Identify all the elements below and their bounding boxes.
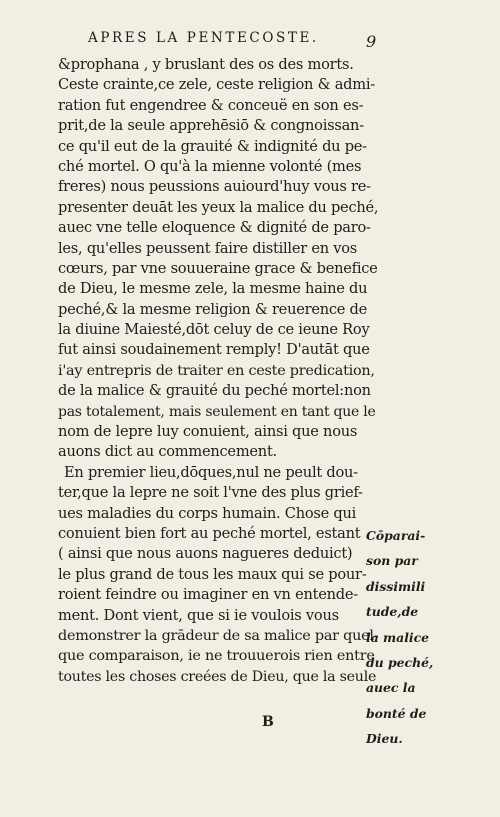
text-line: i'ay entrepris de traiter en ceste predication,	[58, 362, 375, 379]
margin-note-line: son par	[366, 553, 418, 569]
text-line: ce qu'il eut de la grauité & indignité du pe-	[58, 137, 367, 155]
text-line: ues maladies du corps humain. Chose qui	[58, 504, 357, 522]
margin-note-line: du peché,	[366, 654, 434, 670]
margin-note-line: Dieu.	[366, 731, 403, 747]
margin-note-line: Cōparai-	[366, 528, 426, 543]
text-line: auec vne telle eloquence & dignité de paro-	[58, 219, 371, 237]
text-line: ment. Dont vient, que si ie voulois vous	[58, 606, 339, 624]
margin-note-line: tude,de	[366, 604, 419, 620]
text-line: conuient bien fort au peché mortel, estant	[58, 524, 361, 542]
margin-note-line: auec la	[366, 680, 416, 696]
text-line: Ceste crainte,ce zele, ceste religion & admi-	[58, 76, 375, 94]
text-line: pas totalement, mais seulement en tant que le	[58, 403, 376, 420]
margin-note-line: bonté de	[366, 705, 427, 721]
text-line: auons dict au commencement.	[58, 443, 277, 461]
text-line: En premier lieu,dōques,nul ne peult dou-	[64, 463, 358, 481]
margin-note	[366, 523, 436, 752]
text-line: le plus grand de tous les maux qui se pour-	[58, 565, 367, 583]
text-line: toutes les choses creées de Dieu, que la seule	[58, 668, 377, 685]
page-number: 9	[366, 32, 377, 51]
text-line: de Dieu, le mesme zele, la mesme haine du	[58, 280, 368, 298]
text-line: presenter deuāt les yeux la malice du peché,	[58, 198, 379, 216]
text-line: fut ainsi soudainement remply! D'autāt que	[58, 341, 370, 359]
text-line: demonstrer la grādeur de sa malice par quel-	[58, 627, 379, 644]
text-line: roient feindre ou imaginer en vn entende-	[58, 586, 358, 604]
signature-mark: B	[262, 714, 274, 730]
body-text	[58, 55, 378, 687]
text-line: la diuine Maiesté,dōt celuy de ce ieune Roy	[58, 321, 370, 339]
text-line: ché mortel. O qu'à la mienne volonté (mes	[58, 157, 362, 175]
text-line: que comparaison, ie ne trouuerois rien entre	[58, 648, 375, 665]
margin-note-line: la malice	[366, 629, 430, 645]
text-line: les, qu'elles peussent faire distiller en vos	[58, 239, 358, 257]
text-line: &prophana , y bruslant des os des morts.	[58, 56, 354, 73]
text-line: peché,& la mesme religion & reuerence de	[58, 300, 368, 318]
running-title: APRES LA PENTECOSTE.	[88, 30, 319, 46]
text-line: ( ainsi que nous auons nagueres deduict)	[58, 545, 353, 563]
text-line: ter,que la lepre ne soit l'vne des plus grief-	[58, 484, 363, 502]
text-line: de la malice & grauité du peché mortel:non	[58, 382, 371, 400]
text-line: nom de lepre luy conuient, ainsi que nous	[58, 423, 358, 441]
margin-note-line: dissimili	[366, 578, 426, 594]
text-line: freres) nous peussions auiourd'huy vous re-	[58, 178, 371, 196]
text-line: ration fut engendree & conceuë en son es-	[58, 96, 364, 114]
text-line: prit,de la seule apprehēsiō & congnoissan-	[58, 117, 364, 135]
text-line: cœurs, par vne souueraine grace & benefice	[58, 259, 378, 277]
